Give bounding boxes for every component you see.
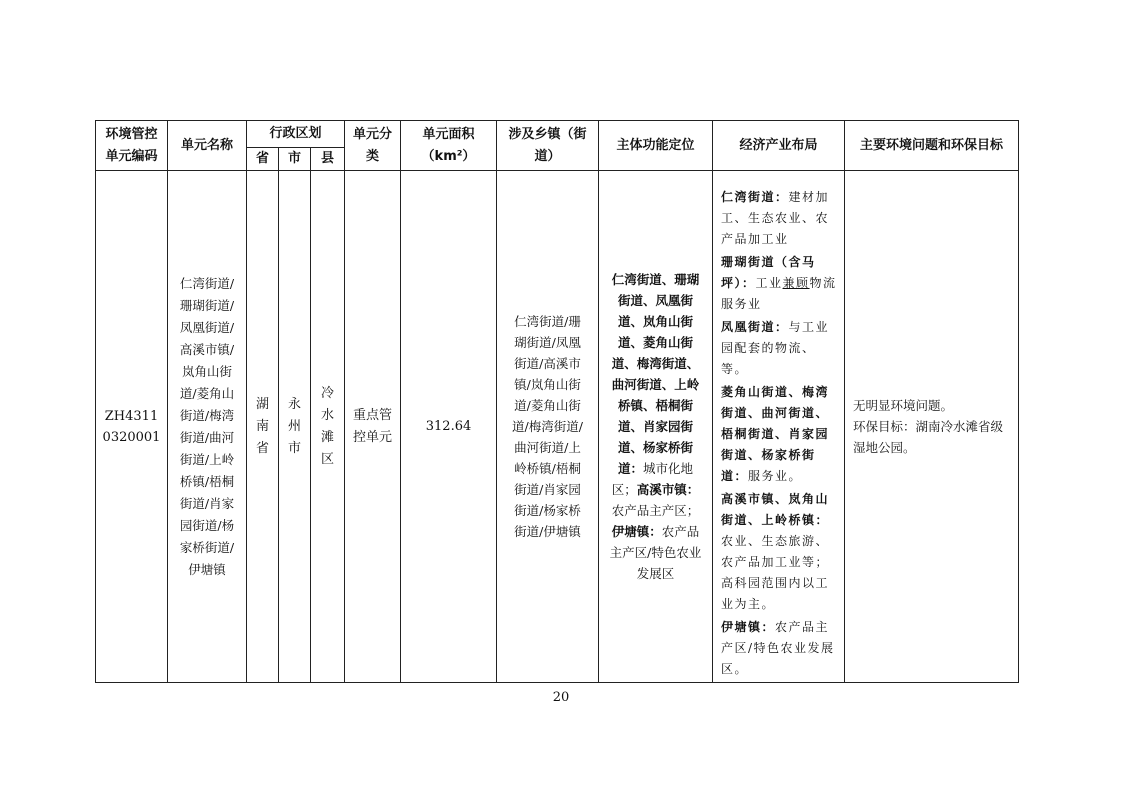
cell-county: 冷水滩区 (311, 171, 345, 683)
header-environment: 主要环境问题和环保目标 (845, 121, 1019, 171)
table-row (96, 171, 1019, 683)
function-gaoxi: 高溪市镇： (636, 482, 700, 497)
header-area-unit: （km²） (421, 148, 476, 164)
function-text (607, 269, 705, 584)
economy-service-towns: 菱角山街道、梅湾街道、曲河街道、梧桐街道、肖家园街道、杨家桥街道：服务业。 (721, 385, 830, 483)
cell-towns: 仁湾街道/珊瑚街道/凤凰街道/高溪市镇/岚角山街道/菱角山街道/梅湾街道/曲河街道/上岭桥镇/梧桐街道/肖家园街道/杨家桥街道/伊塘镇 (497, 171, 599, 683)
header-classification: 单元分类 (345, 121, 401, 171)
function-gaoxi-label: 农产品主产区； (611, 503, 700, 518)
cell-name: 仁湾街道/珊瑚街道/凤凰街道/高溪市镇/岚角山街道/菱角山街道/梅湾街道/曲河街道/上岭桥镇/梧桐街道/肖家园街道/杨家桥街道/伊塘镇 (168, 171, 247, 683)
cell-classification: 重点管控单元 (345, 171, 401, 683)
header-function: 主体功能定位 (599, 121, 713, 171)
header-code: 环境管控单元编码 (96, 121, 168, 171)
cell-area: 312.64 (401, 171, 497, 683)
cell-code: ZH43110320001 (96, 171, 168, 683)
function-urban-towns: 仁湾街道、珊瑚街道、凤凰街道、岚角山街道、菱角山街道、梅湾街道、曲河街道、上岭桥镇、梧桐街道、肖家园街道、杨家桥街道： (611, 272, 700, 476)
cell-function (599, 171, 713, 683)
header-economy: 经济产业布局 (713, 121, 845, 171)
header-area-label: 单元面积 (422, 126, 475, 142)
economy-shanhu: 珊瑚街道（含马坪）：工业兼顾物流服务业 (721, 255, 837, 311)
cell-province: 湖南省 (247, 171, 279, 683)
control-unit-table (95, 120, 1019, 683)
header-province: 省 (247, 148, 279, 171)
cell-economy (713, 171, 845, 683)
header-row-1 (96, 121, 1019, 148)
function-yitang: 伊塘镇： (611, 524, 662, 539)
function-urban-label: 城市化地区； (611, 461, 694, 497)
function-yitang-label: 农产品主产区/特色农业发展区 (609, 524, 702, 581)
economy-gaoxi-group: 高溪市镇、岚角山街道、上岭桥镇：农业、生态旅游、农产品加工业等；高科园范围内以工业为主。 (721, 492, 830, 611)
economy-fenghuang: 凤凰街道：与工业园配套的物流、等。 (721, 320, 830, 376)
header-area (401, 121, 497, 171)
page-number: 20 (552, 690, 570, 705)
header-towns: 涉及乡镇（街道） (497, 121, 599, 171)
environment-issue: 无明显环境问题。 (853, 398, 954, 413)
header-admin: 行政区划 (247, 121, 345, 148)
economy-yitang: 伊塘镇：农产品主产区/特色农业发展区。 (721, 620, 835, 676)
cell-city: 永州市 (279, 171, 311, 683)
header-county: 县 (311, 148, 345, 171)
environment-target: 环保目标：湖南冷水滩省级湿地公园。 (853, 419, 1004, 455)
header-city: 市 (279, 148, 311, 171)
cell-environment (845, 171, 1019, 683)
header-name: 单元名称 (168, 121, 247, 171)
economy-renwan: 仁湾街道：建材加工、生态农业、农产品加工业 (721, 190, 830, 246)
